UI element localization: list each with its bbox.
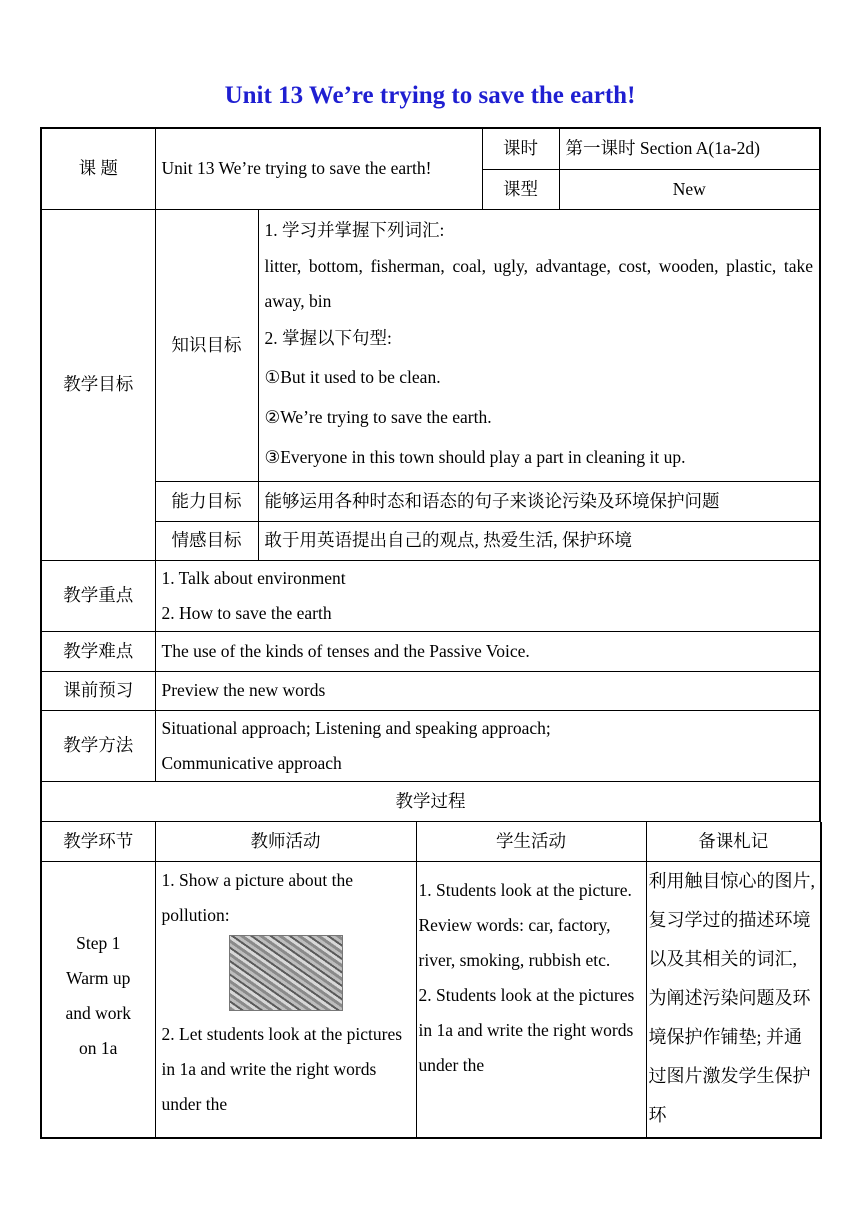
method-line: Communicative approach xyxy=(161,752,342,773)
teacher-activity-text: 1. Show a picture about the pollution: xyxy=(161,870,353,925)
difficulty-text: The use of the kinds of tenses and the Passive Voice. xyxy=(155,631,820,671)
page-title: Unit 13 We’re trying to save the earth! xyxy=(224,82,636,109)
process-title: 教学过程 xyxy=(41,781,820,821)
teacher-activity-text: 2. Let students look at the pictures in 1a and write the right words under the xyxy=(161,1024,403,1114)
column-header-stage: 教学环节 xyxy=(41,822,155,862)
step-1-student-activity xyxy=(416,862,646,1138)
objectives-label: 教学目标 xyxy=(41,209,155,560)
type-value: New xyxy=(559,169,820,209)
method-line: Situational approach; Listening and speaking approach; xyxy=(161,717,551,738)
methods-label: 教学方法 xyxy=(41,710,155,781)
step-1-teacher-activity xyxy=(155,862,416,1138)
column-header-notes: 备课札记 xyxy=(646,822,821,862)
topic-label: 课 题 xyxy=(41,128,155,209)
emotion-label: 情感目标 xyxy=(155,521,258,560)
knowledge-content xyxy=(258,209,820,481)
type-label: 课型 xyxy=(482,169,559,209)
step-1-stage: Step 1 Warm up and work on 1a xyxy=(41,862,155,1138)
methods-content xyxy=(155,710,820,781)
difficulty-label: 教学难点 xyxy=(41,631,155,671)
step-1-notes: 利用触目惊心的图片, 复习学过的描述环境以及其相关的词汇, 为阐述污染问题及环境保护作铺垫; 并通过图片激发学生保护环 xyxy=(646,862,821,1138)
key-point: 1. Talk about environment xyxy=(161,567,346,588)
key-point: 2. How to save the earth xyxy=(161,602,332,623)
sentence-pattern: ①But it used to be clean. xyxy=(264,366,441,387)
ability-label: 能力目标 xyxy=(155,481,258,521)
knowledge-line: 2. 掌握以下句型: xyxy=(264,327,392,348)
column-header-teacher: 教师活动 xyxy=(155,822,416,862)
vocabulary-list: litter, bottom, fisherman, coal, ugly, advantage, cost, wooden, plastic, take away, bin xyxy=(264,255,814,311)
knowledge-line: 1. 学习并掌握下列词汇: xyxy=(264,219,445,240)
student-activity-text: 1. Students look at the picture. Review words: car, factory, river, smoking, rubbish etc. xyxy=(418,880,632,970)
lesson-plan-table xyxy=(40,127,820,1139)
sentence-pattern: ③Everyone in this town should play a part in cleaning it up. xyxy=(264,446,686,467)
knowledge-label: 知识目标 xyxy=(155,209,258,481)
sentence-pattern: ②We’re trying to save the earth. xyxy=(264,406,492,427)
key-points-label: 教学重点 xyxy=(41,560,155,631)
ability-text: 能够运用各种时态和语态的句子来谈论污染及环境保护问题 xyxy=(258,481,820,521)
column-header-student: 学生活动 xyxy=(416,822,646,862)
pollution-photo-icon xyxy=(229,935,343,1011)
preview-label: 课前预习 xyxy=(41,671,155,710)
preview-text: Preview the new words xyxy=(155,671,820,710)
period-value: 第一课时 Section A(1a-2d) xyxy=(559,128,820,169)
key-points-content xyxy=(155,560,820,631)
period-label: 课时 xyxy=(482,128,559,169)
emotion-text: 敢于用英语提出自己的观点, 热爱生活, 保护环境 xyxy=(258,521,820,560)
student-activity-text: 2. Students look at the pictures in 1a and write the right words under the xyxy=(418,985,635,1075)
topic-value: Unit 13 We’re trying to save the earth! xyxy=(155,128,482,209)
